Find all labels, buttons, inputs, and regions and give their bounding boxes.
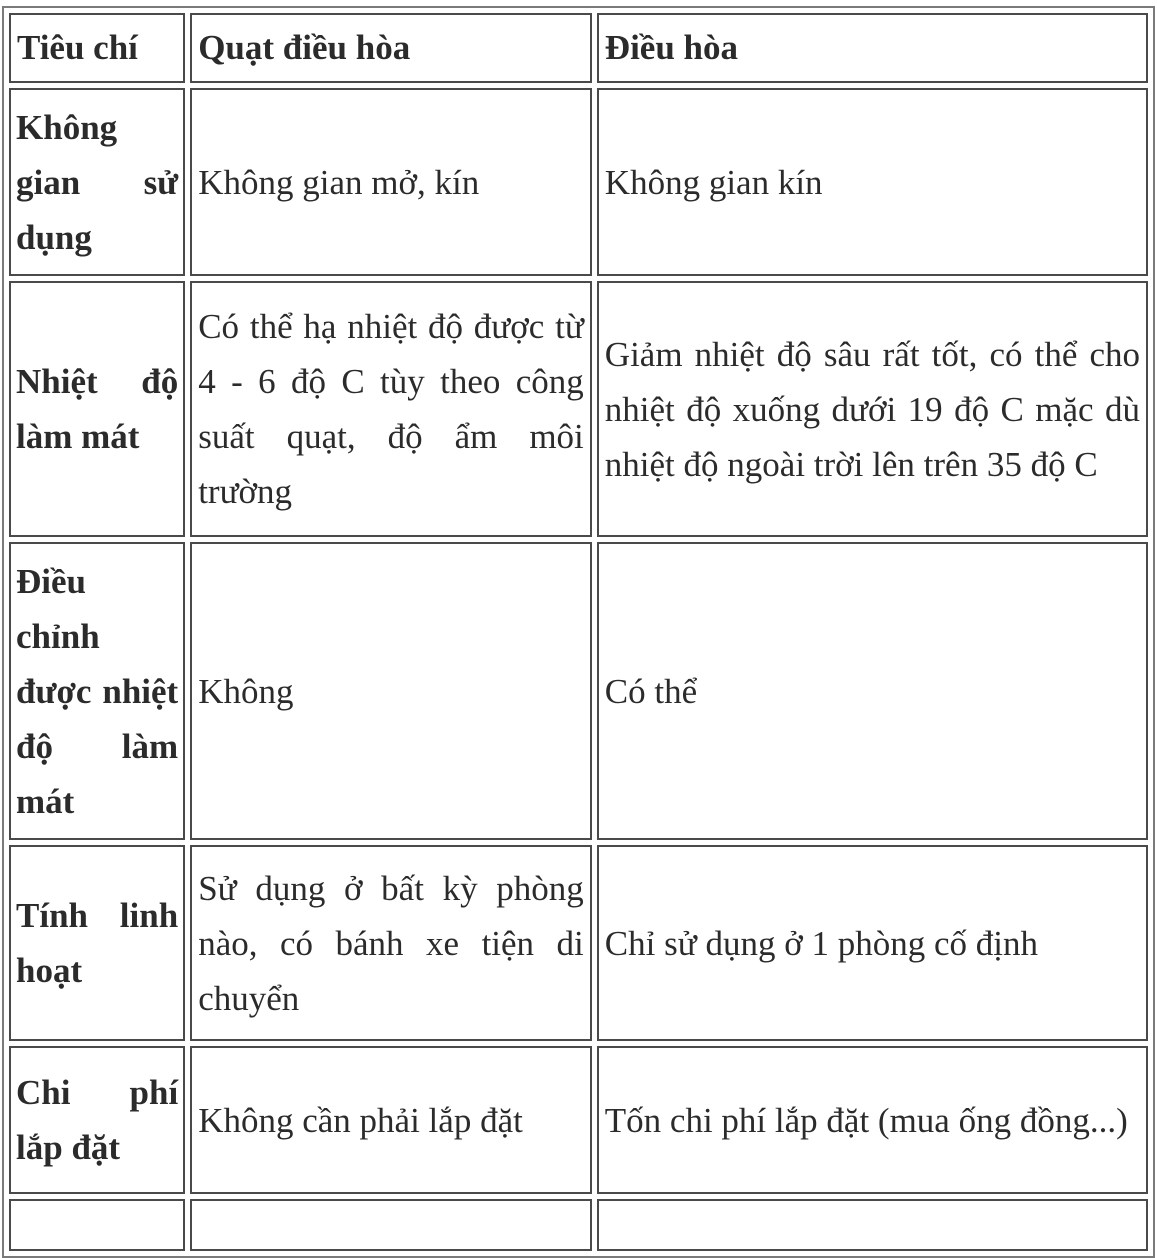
header-air-conditioner: Điều hòa bbox=[597, 13, 1148, 83]
table-row bbox=[9, 1046, 1148, 1194]
table-row bbox=[9, 88, 1148, 276]
air-cooler-cell: Không gian mở, kín bbox=[190, 88, 592, 276]
air-cooler-cell: Sử dụng ở bất kỳ phòng nào, có bánh xe tiện di chuyển bbox=[190, 845, 592, 1041]
comparison-table bbox=[2, 6, 1155, 1258]
table-header-row bbox=[9, 13, 1148, 83]
air-cooler-cell: Có thể hạ nhiệt độ được từ 4 - 6 độ C tùy theo công suất quạt, độ ẩm môi trường bbox=[190, 281, 592, 537]
table-row bbox=[9, 845, 1148, 1041]
empty-cell bbox=[190, 1199, 592, 1251]
air-conditioner-cell: Không gian kín bbox=[597, 88, 1148, 276]
table-row bbox=[9, 281, 1148, 537]
empty-cell bbox=[9, 1199, 185, 1251]
air-conditioner-cell: Có thể bbox=[597, 542, 1148, 840]
header-air-cooler: Quạt điều hòa bbox=[190, 13, 592, 83]
header-criteria: Tiêu chí bbox=[9, 13, 185, 83]
air-cooler-cell: Không bbox=[190, 542, 592, 840]
criterion-cell: Tính linh hoạt bbox=[9, 845, 185, 1041]
air-cooler-cell: Không cần phải lắp đặt bbox=[190, 1046, 592, 1194]
air-conditioner-cell: Tốn chi phí lắp đặt (mua ống đồng...) bbox=[597, 1046, 1148, 1194]
empty-cell bbox=[597, 1199, 1148, 1251]
table-row bbox=[9, 542, 1148, 840]
table-row-partial bbox=[9, 1199, 1148, 1251]
air-conditioner-cell: Chỉ sử dụng ở 1 phòng cố định bbox=[597, 845, 1148, 1041]
air-conditioner-cell: Giảm nhiệt độ sâu rất tốt, có thể cho nhiệt độ xuống dưới 19 độ C mặc dù nhiệt độ ngoài trời lên trên 35 độ C bbox=[597, 281, 1148, 537]
criterion-cell: Nhiệt độ làm mát bbox=[9, 281, 185, 537]
criterion-cell: Không gian sử dụng bbox=[9, 88, 185, 276]
criterion-cell: Chi phí lắp đặt bbox=[9, 1046, 185, 1194]
criterion-cell: Điều chỉnh được nhiệt độ làm mát bbox=[9, 542, 185, 840]
